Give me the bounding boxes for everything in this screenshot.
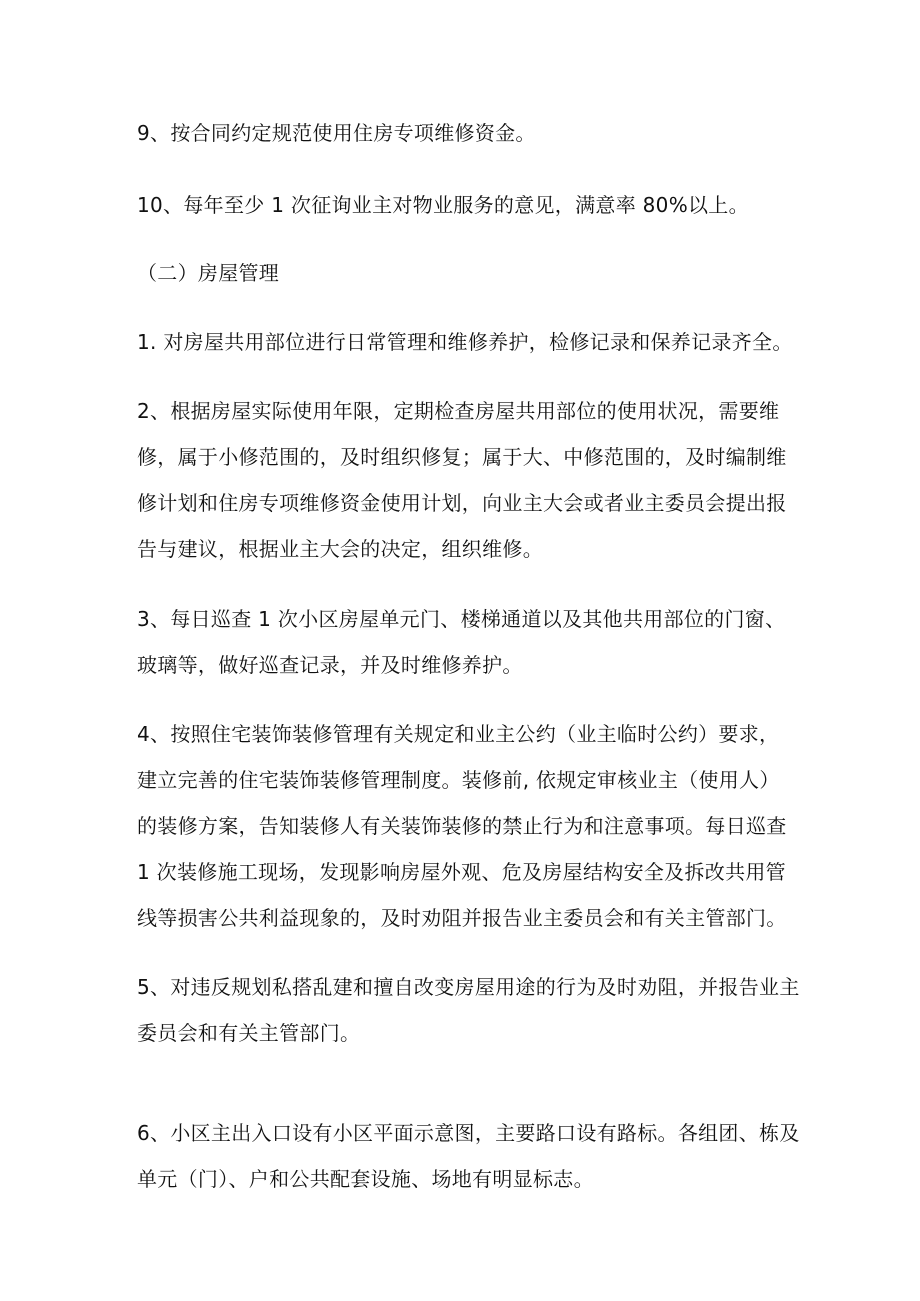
text-line: 5、对违反规划私搭乱建和擅自改变房屋用途的行为及时劝阻，并报告业主 [137, 975, 800, 999]
text-line: 线等损害公共利益现象的，及时劝阻并报告业主委员会和有关主管部门。 [137, 906, 787, 930]
text-line: 1. 对房屋共用部位进行日常管理和维修养护，检修记录和保养记录齐全。 [137, 330, 793, 354]
paragraph-housing-2 [137, 388, 797, 572]
text-line: 建立完善的住宅装饰装修管理制度。装修前, 依规定审核业主（使用人） [137, 768, 780, 792]
text-line: 的装修方案，告知装修人有关装饰装修的禁止行为和注意事项。每日巡查 [137, 814, 787, 838]
text-line: 修，属于小修范围的，及时组织修复；属于大、中修范围的，及时编制维 [137, 445, 787, 469]
paragraph-housing-6 [137, 1110, 800, 1202]
text-line: 9、按合同约定规范使用住房专项维修资金。 [137, 121, 536, 145]
paragraph-housing-5 [137, 964, 800, 1056]
text-line: 修计划和住房专项维修资金使用计划，向业主大会或者业主委员会提出报 [137, 491, 787, 515]
paragraph-housing-3 [137, 596, 797, 688]
paragraph-item-10 [137, 182, 797, 228]
text-line: 6、小区主出入口设有小区平面示意图，主要路口设有路标。各组团、栋及 [137, 1121, 800, 1145]
text-line: 告与建议，根据业主大会的决定，组织维修。 [137, 537, 543, 561]
text-line: 单元（门）、户和公共配套设施、场地有明显标志。 [137, 1167, 594, 1191]
text-line: 10、每年至少 1 次征询业主对物业服务的意见，满意率 80%以上。 [137, 193, 749, 217]
text-line: （二）房屋管理 [137, 261, 280, 285]
paragraph-housing-4 [137, 711, 797, 941]
text-line: 4、按照住宅装饰装修管理有关规定和业主公约（业主临时公约）要求， [137, 722, 780, 746]
paragraph-housing-1 [137, 319, 797, 365]
text-line: 3、每日巡查 1 次小区房屋单元门、楼梯通道以及其他共用部位的门窗、 [137, 607, 786, 631]
text-line: 委员会和有关主管部门。 [137, 1021, 361, 1045]
section-heading-housing-management [137, 250, 797, 296]
text-line: 2、根据房屋实际使用年限，定期检查房屋共用部位的使用状况，需要维 [137, 399, 780, 423]
paragraph-item-9 [137, 110, 797, 156]
text-line: 玻璃等，做好巡查记录，并及时维修养护。 [137, 653, 523, 677]
text-line: 1 次装修施工现场，发现影响房屋外观、危及房屋结构安全及拆改共用管 [137, 860, 786, 884]
